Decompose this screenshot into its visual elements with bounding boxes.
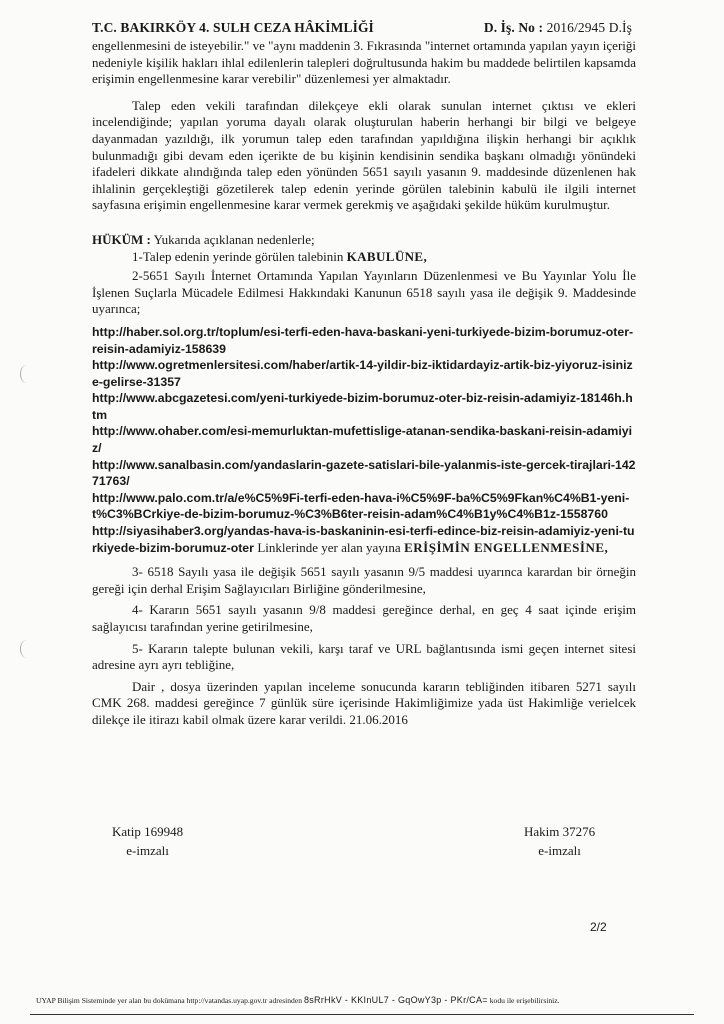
doc-number-value: 2016/2945 D.İş — [546, 20, 632, 35]
doc-number-label: D. İş. No : — [483, 20, 544, 35]
judge-name: Hakim 37276 — [524, 824, 596, 839]
footer-suffix: kodu ile erişebilirsiniz. — [489, 996, 560, 1005]
paragraph-1: engellenmesini de isteyebilir." ve "aynı maddenin 3. Fıkrasında "internet ortamında yapılan yayın içeriği nedeniyle kişilik hakları ihlal edilenlerin talepleri doğrultusunda hakim bu maddede belirtilen kapsamda erişimin engellenmesine karar verebilir" düzenlemesi yer almaktadır. — [92, 38, 636, 87]
judge-signature — [524, 822, 595, 860]
footer-prefix: UYAP Bilişim Sisteminde yer alan bu dokümana http://vatandas.uyap.gov.tr adresinden — [36, 996, 303, 1005]
clerk-name: Katip 169948 — [112, 824, 184, 839]
clerk-signature — [112, 822, 183, 860]
url-2: http://www.ogretmenlersitesi.com/haber/artik-14-yildir-biz-iktidardayiz-artik-biz-yiyoruz-isinize-gelirse-31357 — [92, 358, 633, 389]
doc-number — [484, 20, 632, 36]
hukum-label: HÜKÜM : — [92, 231, 151, 247]
hukum-text: Yukarıda açıklanan nedenlerle; — [153, 231, 315, 247]
hukum-heading — [92, 232, 636, 249]
url-3: http://www.abcgazetesi.com/yeni-turkiyede-bizim-borumuz-oter-biz-reisin-adamiyiz-18146h.htm — [92, 391, 633, 422]
hukum-item-4: 4- Kararın 5651 sayılı yasanın 9/8 maddesi gereğince derhal, en geç 4 saat içinde erişim sağlayıcısı tarafından yerine getirilmesine, — [92, 602, 636, 634]
hukum-item-1 — [92, 249, 636, 266]
item-1-text: 1-Talep edenin yerinde görülen talebinin — [132, 248, 344, 264]
paragraph-2: Talep eden vekili tarafından dilekçeye ekli olarak sunulan internet çıktısı ve ekleri incelendiğinde; yapılan yoruma dayalı olarak oluşturulan haberin herhangi bir bilgi ve belgeye dayanmadan yazıldığı, ilk yorumun talep eden tarafından yapıldığına ilişkin herhangi bir açıklık bulunmadığı gibi devam eden içerikte de bu kişinin kendisinin sendika başkanı olmadığı yönündeki ifadeleri dikkate alındığında talep eden yönünden 5651 sayılı yasanın 9. maddesinde düzenlenen hak ihlalinin gerçekleştiği gözetilerek talep edenin yerinde görülen talebinin kabulü ile ilgili internet sayfasına erişimin engellenmesine karar vermek gerekmiş ve aşağıdaki şekilde hüküm kurulmuştur. — [92, 97, 636, 213]
footer-access-code: 8sRrHkV - KKInUL7 - GqOwY3p - PKr/CA= — [303, 995, 488, 1005]
url-6: http://www.palo.com.tr/a/e%C5%9Fi-terfi-eden-hava-i%C5%9F-ba%C5%9Fkan%C4%B1-yeni-t%C3%BCrkiye-de-bizim-borumuz-%C3%B6ter-reisin-adam%C4%B1y%C4%B1z-1558760 — [92, 490, 630, 522]
document-body — [92, 38, 636, 729]
clerk-e-sign: e-imzalı — [126, 843, 169, 858]
url-7-link: http://siyasihaber3.org/yandas-hava-is-baskaninin-esi-terfi-edince-biz-reisin-adamiyiz-yeni-turkiyede-bizim-borumuz-oter — [92, 524, 635, 555]
urls-tail-text: Linklerinde yer alan yayına — [257, 539, 401, 555]
url-1: http://haber.sol.org.tr/toplum/esi-terfi-eden-hava-baskani-yeni-turkiyede-bizim-borumuz-oter-reisin-adamiyiz-158639 — [92, 324, 634, 356]
hukum-item-5: 5- Kararın talepte bulunan vekili, karşı taraf ve URL bağlantısında ismi geçen internet sitesi adresine ayrı ayrı tebliğine, — [92, 640, 636, 673]
punch-hole-mark — [20, 640, 33, 658]
item-1-bold: KABULÜNE, — [346, 248, 428, 264]
urls-tail-bold: ERİŞİMİN ENGELLENMESİNE, — [404, 539, 609, 555]
url-5: http://www.sanalbasin.com/yandaslarin-gazete-satislari-bile-yalanmis-iste-gercek-tirajlari-14271763/ — [92, 457, 636, 489]
hukum-item-3: 3- 6518 Sayılı yasa ile değişik 5651 sayılı yasanın 9/5 maddesi uyarınca karardan bir örneğin gereği için derhal Erişim Sağlayıcıları Birliğine gönderilmesine, — [92, 564, 636, 596]
page-number: 2/2 — [590, 920, 607, 934]
footer-divider — [30, 1014, 694, 1015]
url-7 — [92, 523, 636, 556]
hukum-item-2: 2-5651 Sayılı İnternet Ortamında Yapılan Yayınların Düzenlenmesi ve Bu Yayınlar Yolu İle İşlenen Suçlarla Mücadele Edilmesi Hakkındaki Kanunun 6518 sayılı yasa ile değişik 9. Maddesinde uyarınca; — [92, 268, 636, 317]
url-4: http://www.ohaber.com/esi-memurluktan-mufettislige-atanan-sendika-baskani-reisin-adamiyiz/ — [92, 424, 633, 456]
closing-paragraph: Dair , dosya üzerinden yapılan inceleme sonucunda kararın tebliğinden itibaren 5271 sayılı CMK 268. maddesi gereğince 7 günlük süre içerisinde Hakimliğimize yada üst Hakimliğe verielcek dilekçe ile itirazı kabil olmak üzere karar verildi. 21.06.2016 — [92, 678, 636, 727]
footer-note — [36, 995, 696, 1005]
court-name: T.C. BAKIRKÖY 4. SULH CEZA HÂKİMLİĞİ — [92, 20, 374, 35]
punch-hole-mark — [20, 365, 33, 383]
judge-e-sign: e-imzalı — [538, 843, 581, 858]
